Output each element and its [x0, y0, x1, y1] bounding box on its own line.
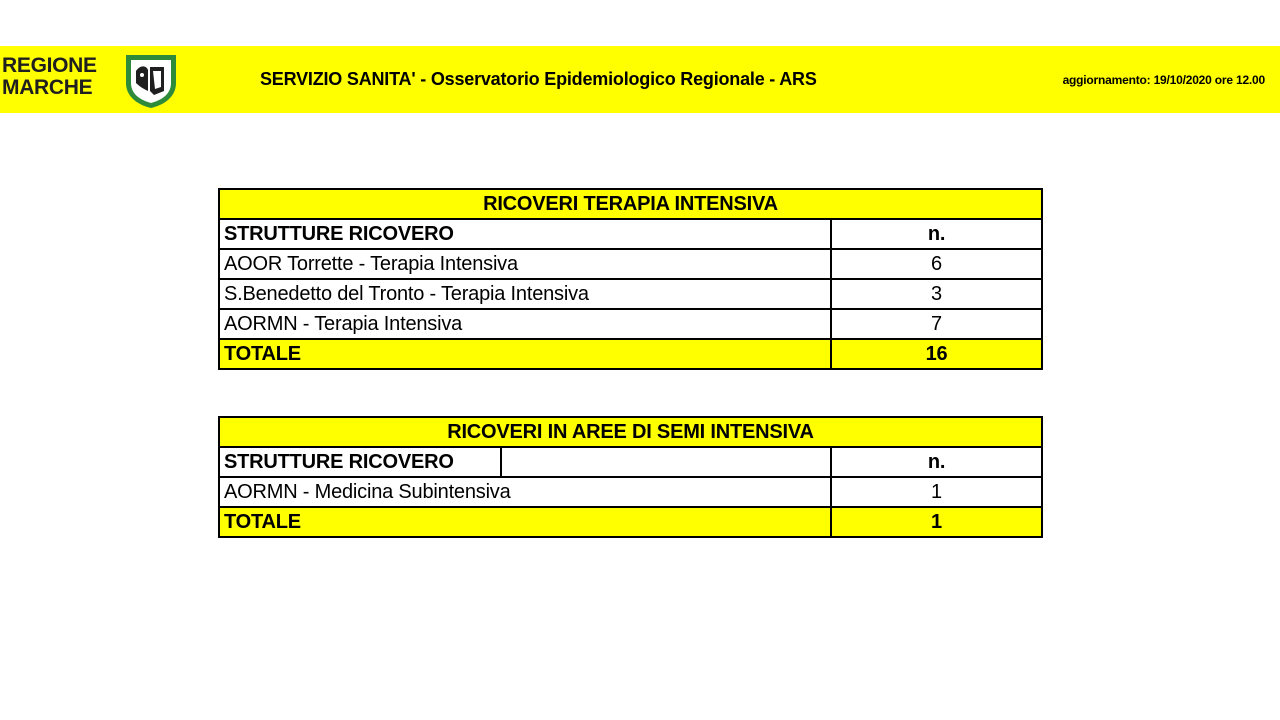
table-row — [219, 279, 1042, 309]
column-header-structure: STRUTTURE RICOVERO — [219, 219, 831, 249]
table-row — [219, 249, 1042, 279]
patient-count: 7 — [831, 309, 1042, 339]
table-header-row — [219, 447, 1042, 477]
column-header-count: n. — [831, 219, 1042, 249]
table-total-row — [219, 339, 1042, 369]
empty-header-cell — [501, 447, 831, 477]
header-banner — [0, 46, 1280, 113]
regione-marche-logo — [0, 51, 180, 109]
column-header-count: n. — [831, 447, 1042, 477]
table-header-row — [219, 219, 1042, 249]
table-row — [219, 309, 1042, 339]
patient-count: 6 — [831, 249, 1042, 279]
table-title-row — [219, 189, 1042, 219]
table-row — [219, 477, 1042, 507]
table-title: RICOVERI IN AREE DI SEMI INTENSIVA — [219, 417, 1042, 447]
total-label: TOTALE — [219, 339, 831, 369]
structure-name: AORMN - Terapia Intensiva — [219, 309, 831, 339]
total-label: TOTALE — [219, 507, 831, 537]
structure-name: AOOR Torrette - Terapia Intensiva — [219, 249, 831, 279]
semi-intensive-care-table — [218, 416, 1043, 538]
table-title: RICOVERI TERAPIA INTENSIVA — [219, 189, 1042, 219]
total-value: 1 — [831, 507, 1042, 537]
patient-count: 1 — [831, 477, 1042, 507]
table-total-row — [219, 507, 1042, 537]
shield-emblem-icon — [124, 53, 178, 109]
patient-count: 3 — [831, 279, 1042, 309]
total-value: 16 — [831, 339, 1042, 369]
structure-name: AORMN - Medicina Subintensiva — [219, 477, 831, 507]
structure-name: S.Benedetto del Tronto - Terapia Intensiva — [219, 279, 831, 309]
logo-text — [2, 55, 97, 99]
logo-line2: MARCHE — [2, 76, 93, 99]
intensive-care-table — [218, 188, 1043, 370]
update-timestamp: aggiornamento: 19/10/2020 ore 12.00 — [1062, 73, 1265, 87]
logo-line1: REGIONE — [2, 54, 97, 77]
column-header-structure: STRUTTURE RICOVERO — [219, 447, 501, 477]
table-title-row — [219, 417, 1042, 447]
page-title: SERVIZIO SANITA' - Osservatorio Epidemiologico Regionale - ARS — [260, 69, 817, 89]
